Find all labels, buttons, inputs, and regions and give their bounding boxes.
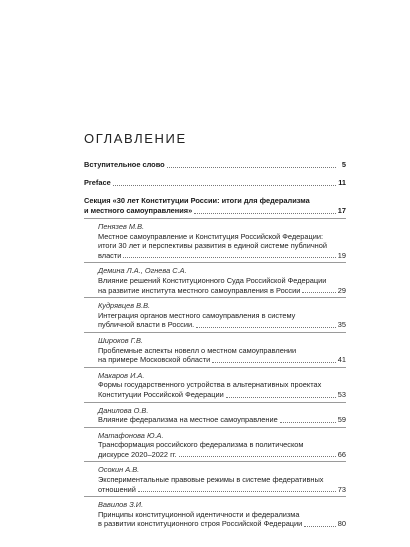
toc-page-number: 41: [337, 355, 346, 365]
entry-title-line: на развитие института местного самоуправления в России: [98, 285, 301, 295]
toc-item-title: Preface: [84, 178, 111, 187]
leader-dots: [194, 212, 336, 214]
entry-title-line: Принципы конституционной идентичности и федерализма: [98, 509, 300, 519]
entry-author: Пенязев М.В.: [98, 222, 145, 231]
toc-entry[interactable]: [84, 500, 346, 529]
entry-title-line: Интеграция органов местного самоуправления в систему: [98, 310, 296, 320]
leader-dots: [304, 525, 335, 527]
entry-title-line: итоги 30 лет и перспективы развития в единой системе публичной: [98, 241, 328, 251]
entry-author: Данилова О.В.: [98, 405, 149, 415]
entry-title-line: Местное самоуправление и Конституция Российской Федерации:: [98, 231, 324, 241]
toc-page-number: 73: [337, 484, 346, 494]
entry-author: Кудрявцев В.В.: [98, 301, 151, 311]
entry-title-line: отношений: [98, 484, 136, 494]
toc-entry[interactable]: [84, 465, 346, 494]
entry-title-line: Формы государственного устройства в альтернативных проектах: [98, 380, 322, 390]
leader-dots: [280, 421, 336, 423]
toc-entry[interactable]: [84, 266, 346, 295]
toc-page-number: 80: [337, 519, 346, 529]
toc-item-preface[interactable]: [84, 178, 346, 188]
entry-author: Демина Л.А., Огнева С.А.: [98, 266, 187, 276]
entry-divider: [84, 427, 346, 428]
entry-author: Макаров И.А.: [98, 370, 145, 380]
section-title-line: Секция «30 лет Конституции России: итоги для федерализма: [84, 196, 310, 205]
toc-entry[interactable]: [84, 336, 346, 365]
toc-page-number: 19: [337, 250, 346, 260]
page-title: ОГЛАВЛЕНИЕ: [84, 131, 187, 146]
toc-page-number: 59: [337, 415, 346, 425]
leader-dots: [212, 361, 336, 363]
toc-page-number: 66: [337, 449, 346, 459]
toc-entry[interactable]: [84, 371, 346, 400]
entry-divider: [84, 402, 346, 403]
leader-dots: [179, 455, 336, 457]
entry-title-line: дискурсе 2020–2022 гг.: [98, 449, 177, 459]
toc-entry[interactable]: [84, 431, 346, 460]
entry-divider: [84, 367, 346, 368]
table-of-contents: [84, 160, 346, 530]
entry-divider: [84, 262, 346, 263]
toc-page-number: 17: [337, 206, 346, 215]
toc-page-number: 53: [337, 389, 346, 399]
toc-page-number: 29: [337, 285, 346, 295]
entry-title-line: на примере Московской области: [98, 355, 211, 365]
entry-divider: [84, 332, 346, 333]
entry-divider: [84, 461, 346, 462]
toc-entries: [84, 218, 346, 529]
toc-page-number: 11: [338, 178, 346, 187]
entry-title-line: Проблемные аспекты новелл о местном самоуправлении: [98, 345, 297, 355]
leader-dots: [196, 326, 336, 328]
entry-title-line: Конституции Российской Федерации: [98, 389, 224, 399]
entry-divider: [84, 218, 346, 219]
toc-entry[interactable]: [84, 406, 346, 425]
toc-item-title: Вступительное слово: [84, 160, 165, 169]
entry-divider: [84, 496, 346, 497]
entry-title-line: в развитии конституционного строя Российской Федерации: [98, 519, 303, 529]
toc-entry[interactable]: [84, 222, 346, 260]
toc-page-number: 5: [341, 160, 346, 169]
toc-entry[interactable]: [84, 301, 346, 330]
toc-item-intro[interactable]: [84, 160, 346, 170]
entry-title-line: публичной власти в России.: [98, 320, 195, 330]
section-title-line: и местного самоуправления»: [84, 206, 193, 215]
toc-page-number: 35: [337, 320, 346, 330]
entry-title-line: Влияние федерализма на местное самоуправление: [98, 415, 278, 425]
entry-author: Вавилов З.И.: [98, 500, 144, 510]
entry-author: Широков Г.В.: [98, 335, 143, 345]
leader-dots: [226, 396, 336, 398]
entry-title-line: власти: [98, 250, 122, 260]
entry-author: Матафонова Ю.А.: [98, 430, 164, 440]
toc-section-heading[interactable]: [84, 196, 346, 216]
entry-divider: [84, 297, 346, 298]
entry-title-line: Трансформация российского федерализма в политическом: [98, 440, 304, 450]
leader-dots: [138, 490, 336, 492]
leader-dots: [167, 166, 336, 168]
entry-author: Осокин А.В.: [98, 465, 140, 475]
leader-dots: [113, 184, 336, 186]
entry-title-line: Влияние решений Конституционного Суда Российской Федерации: [98, 275, 327, 285]
leader-dots: [302, 291, 335, 293]
entry-title-line: Экспериментальные правовые режимы в системе федеративных: [98, 475, 324, 485]
leader-dots: [123, 256, 335, 258]
